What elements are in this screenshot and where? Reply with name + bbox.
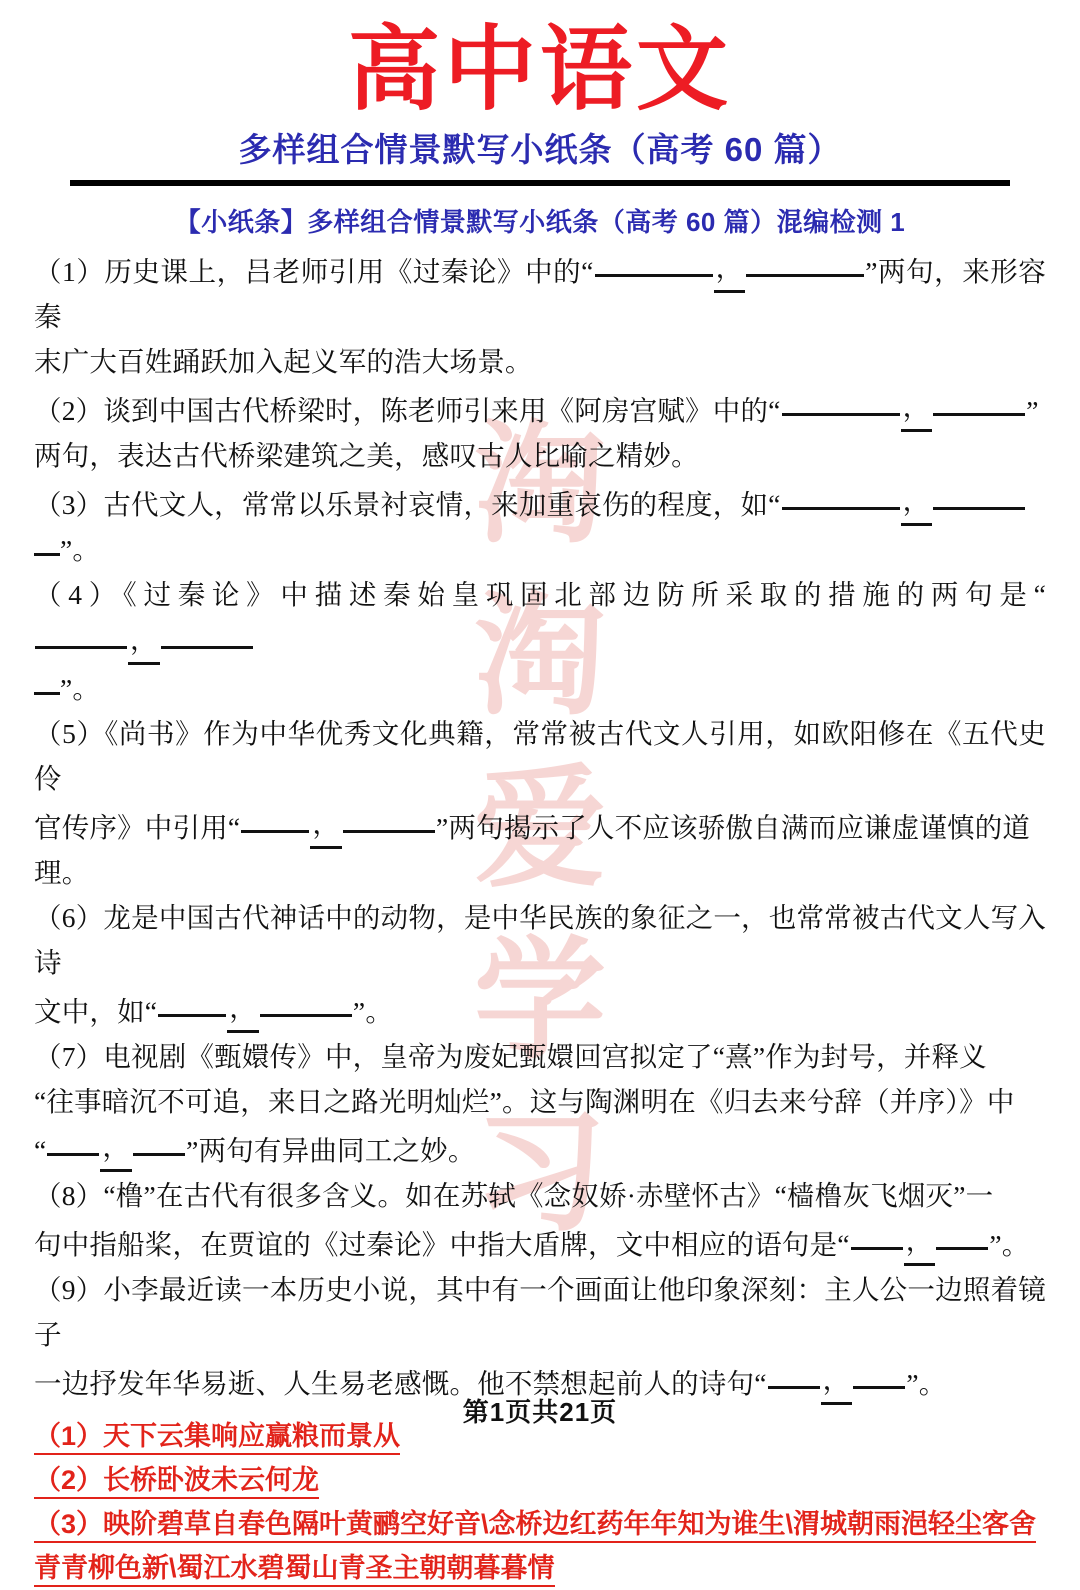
fill-in-blank[interactable] <box>240 801 436 850</box>
watermark-char: 淘 <box>474 584 606 731</box>
blank-comma: ， <box>128 617 160 665</box>
question-text: 谈到中国古代桥梁时，陈老师引来用《阿房宫赋》中的“ <box>103 394 781 426</box>
question-text: 两句，表达古代桥梁建筑之美，感叹古人比喻之精妙。 <box>34 439 699 471</box>
answer-text: 天下云集响应赢粮而景从 <box>103 1420 401 1451</box>
answer-item <box>34 1502 1046 1590</box>
blank-segment <box>161 628 253 649</box>
answer-text: 长桥卧波未云何龙 <box>103 1464 320 1495</box>
question-item <box>34 384 1046 478</box>
blank-segment <box>782 489 900 510</box>
question-text: 末广大百姓踊跃加入起义军的浩大场景。 <box>34 345 533 377</box>
question-number: （8） <box>34 1179 104 1211</box>
question-item <box>34 895 1046 1034</box>
question-text: 历史课上，吕老师引用《过秦论》中的“ <box>104 255 594 287</box>
fill-in-blank[interactable] <box>157 985 353 1034</box>
watermark-char: 爱 <box>474 756 606 903</box>
question-text: 《尚书》作为中华优秀文化典籍，常常被古代文人引用，如欧阳修在《五代史伶 <box>34 717 1047 794</box>
answer-body <box>34 1465 319 1499</box>
blank-segment <box>35 628 127 649</box>
question-text: 龙是中国古代神话中的动物，是中华民族的象征之一，也常常被古代文人写入诗 <box>34 901 1046 978</box>
answer-number: （1） <box>34 1420 104 1451</box>
question-number: （5） <box>34 717 105 749</box>
question-number: （1） <box>34 255 105 287</box>
masthead <box>34 0 1046 186</box>
question-text: 电视剧《甄嬛传》中，皇帝为废妃甄嬛回宫拟定了“熹”作为封号，并释义 <box>103 1040 987 1072</box>
fill-in-blank[interactable] <box>34 617 254 666</box>
blank-comma: ， <box>227 985 259 1033</box>
watermark-char: 学 <box>474 928 606 1075</box>
question-number: （3） <box>34 488 104 520</box>
question-text: ”。 <box>60 672 101 704</box>
blank-segment <box>133 1135 185 1156</box>
question-number: （9） <box>34 1273 104 1305</box>
blank-comma: ， <box>310 801 342 849</box>
blank-comma: ， <box>714 245 746 293</box>
blank-segment <box>782 395 900 416</box>
question-text: 一边抒发年华易逝、人生易老感慨。他不禁想起前人的诗句“ <box>34 1367 767 1399</box>
question-text: “往事暗沉不可追，来日之路光明灿烂”。这与陶渊明在《归去来兮辞（并序）》中 <box>34 1085 1015 1117</box>
fill-in-blank[interactable] <box>594 245 866 294</box>
blank-segment <box>241 812 309 833</box>
question-number: （2） <box>34 394 104 426</box>
question-number: （6） <box>34 901 104 933</box>
answer-number: （2） <box>34 1464 104 1495</box>
answer-number: （3） <box>34 1508 104 1539</box>
page-footer <box>0 1392 1080 1429</box>
section-heading: 【小纸条】多样组合情景默写小纸条（高考 60 篇）混编检测 1 <box>174 206 906 237</box>
question-text: ”。 <box>352 995 394 1027</box>
question-text: ”两句，来形容秦 <box>34 255 1046 332</box>
question-text: 官传序》中引用“ <box>34 811 241 843</box>
blank-segment <box>933 489 1025 510</box>
question-item <box>34 478 1046 572</box>
question-text: “橹”在古代有很多含义。如在苏轼《念奴娇·赤壁怀古》“樯橹灰飞烟灭”一 <box>103 1179 994 1211</box>
fill-in-blank[interactable] <box>781 478 1027 527</box>
question-number: （4） <box>34 578 123 610</box>
page-title: 高中语文 <box>347 19 732 121</box>
page-subtitle: 多样组合情景默写小纸条（高考 60 篇） <box>238 130 842 168</box>
question-text: ”。 <box>906 1367 947 1399</box>
answer-body <box>34 1509 1036 1587</box>
question-text: 文中，如“ <box>34 995 158 1027</box>
fill-in-blank[interactable] <box>850 1218 990 1267</box>
blank-segment <box>936 1229 988 1250</box>
header-divider <box>70 180 1010 186</box>
blank-segment <box>260 996 352 1017</box>
blank-segment <box>34 678 60 695</box>
question-text: 句中指船桨，在贾谊的《过秦论》中指大盾牌，文中相应的语句是“ <box>34 1228 850 1260</box>
blank-segment <box>746 256 864 277</box>
answer-text: 映阶碧草自春色隔叶黄鹂空好音\念桥边红药年年知为谁生\渭城朝雨浥轻尘客舍青青柳色新\蜀江水碧蜀山青圣主朝朝暮暮情 <box>34 1508 1037 1583</box>
blank-segment <box>595 256 713 277</box>
question-text: ”两句有异曲同工之妙。 <box>186 1134 476 1166</box>
question-text: “ <box>34 1134 47 1166</box>
question-text: ”。 <box>989 1228 1030 1260</box>
blank-segment <box>47 1135 99 1156</box>
blank-segment <box>343 812 435 833</box>
question-item <box>34 245 1046 384</box>
question-text: ”。 <box>60 533 101 565</box>
page-number: 第1页共21页 <box>462 1397 618 1427</box>
question-item <box>34 572 1046 711</box>
blank-segment <box>853 1368 905 1389</box>
question-item <box>34 1034 1046 1173</box>
question-text: 理。 <box>34 856 90 888</box>
fill-in-blank[interactable] <box>46 1124 186 1173</box>
blank-segment <box>34 539 60 556</box>
blank-comma: ， <box>901 478 933 526</box>
answer-item <box>34 1458 1046 1502</box>
question-number: （7） <box>34 1040 104 1072</box>
watermark-char: 淘 <box>474 412 606 559</box>
blank-comma: ， <box>904 1218 936 1266</box>
question-item <box>34 711 1047 903</box>
blank-comma: ， <box>100 1124 132 1172</box>
blank-comma: ， <box>901 384 933 432</box>
blank-segment <box>933 395 1025 416</box>
blank-segment <box>768 1368 820 1389</box>
question-item <box>34 1173 1046 1267</box>
question-text: 小李最近读一本历史小说，其中有一个画面让他印象深刻：主人公一边照着镜子 <box>34 1273 1046 1350</box>
question-text: 古代文人，常常以乐景衬哀情，来加重哀伤的程度，如“ <box>103 488 781 520</box>
question-list <box>34 245 1046 1406</box>
question-text: ” <box>1026 394 1039 426</box>
question-text: ”两句揭示了人不应该骄傲自满而应谦虚谨慎的道 <box>436 811 1031 843</box>
blank-segment <box>158 996 226 1017</box>
fill-in-blank[interactable] <box>781 384 1027 433</box>
question-item <box>34 1267 1046 1406</box>
blank-segment <box>851 1229 903 1250</box>
answer-list <box>34 1414 1046 1590</box>
blank-comma: ， <box>821 1357 853 1405</box>
question-text: 《过秦论》中描述秦始皇巩固北部边防所采取的措施的两句是“ <box>122 578 1046 610</box>
watermark-char: 习 <box>474 1100 606 1247</box>
